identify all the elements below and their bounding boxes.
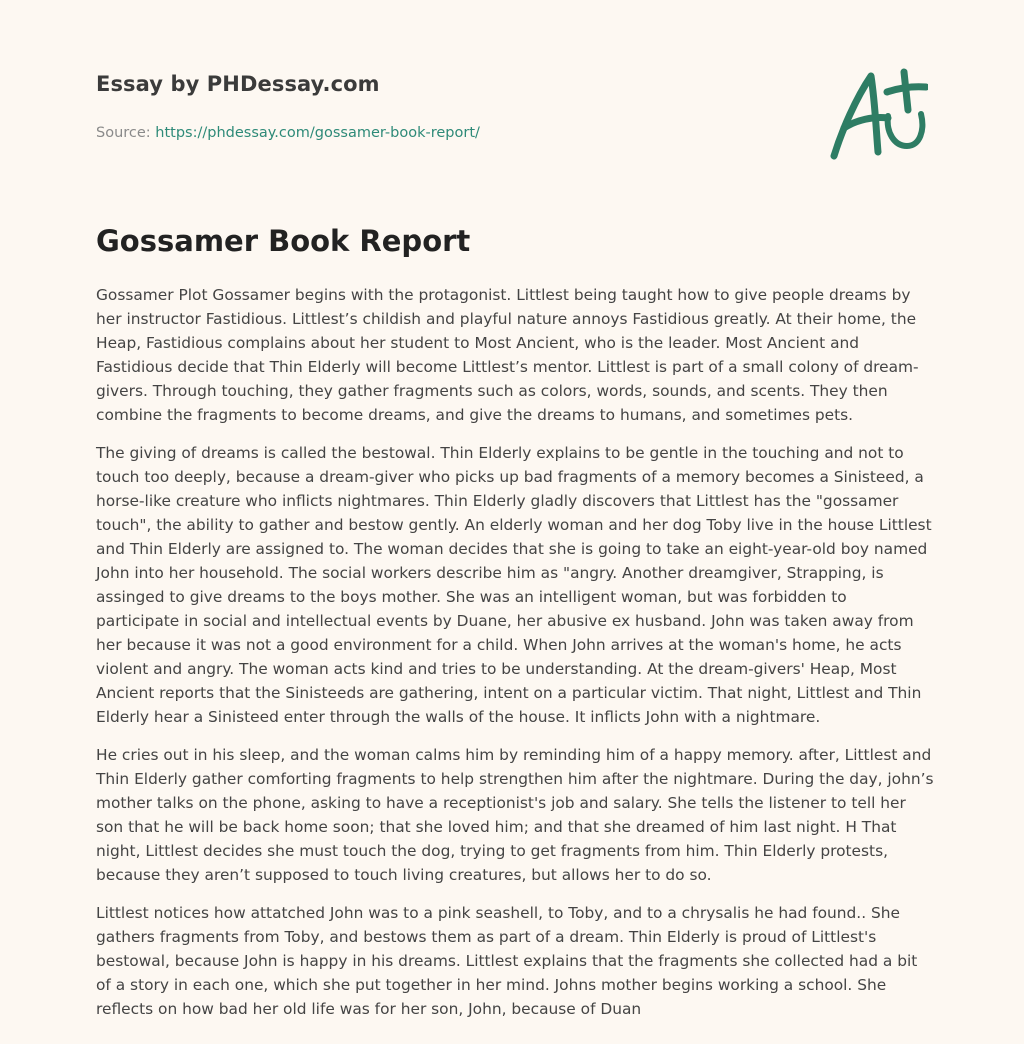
site-brand: Essay by PHDessay.com <box>96 72 380 96</box>
essay-paragraph-1: Gossamer Plot Gossamer begins with the protagonist. Littlest being taught how to give people dreams by her instructor Fastidious. Littlest’s childish and playful nature annoys Fastidious greatly. At their home, the Heap, Fastidious complains about her student to Most Ancient, who is the leader. Most Ancient and Fastidious decide that Thin Elderly will become Littlest’s mentor. Littlest is part of a small colony of dream-givers. Through touching, they gather fragments such as colors, words, sounds, and scents. They then combine the fragments to become dreams, and give the dreams to humans, and sometimes pets. <box>96 286 919 424</box>
essay-paragraph-3: He cries out in his sleep, and the woman calms him by reminding him of a happy memory. after, Littlest and Thin Elderly gather comforting fragments to help strengthen him after the nightmare. During the day, john’s mother talks on the phone, asking to have a receptionist's job and salary. She tells the listener to tell her son that he will be back home soon; that she loved him; and that she dreamed of him last night. H That night, Littlest decides she must touch the dog, trying to get fragments from him. Thin Elderly protests, because they aren’t supposed to touch living creatures, but allows her to do so. <box>96 746 934 884</box>
source-label: Source: <box>96 125 156 141</box>
logo-check-curve <box>888 114 923 146</box>
page-header <box>96 72 928 172</box>
a-plus-logo-icon <box>824 68 928 164</box>
essay-body <box>96 283 934 1035</box>
source-line <box>96 125 928 141</box>
page-title: Gossamer Book Report <box>96 224 471 258</box>
essay-paragraph-4: Littlest notices how attatched John was to a pink seashell, to Toby, and to a chrysalis he had found.. She gathers fragments from Toby, and bestows them as part of a dream. Thin Elderly is proud of Littlest's bestowal, because John is happy in his dreams. Littlest explains that the fragments she collected had a bit of a story in each one, which she put together in her mind. Johns mother begins working a school. She reflects on how bad her old life was for her son, John, because of Duan <box>96 904 918 1018</box>
essay-paragraph-2: The giving of dreams is called the bestowal. Thin Elderly explains to be gentle in the touching and not to touch too deeply, because a dream-giver who picks up bad fragments of a memory becomes a Sinisteed, a horse-like creature who inflicts nightmares. Thin Elderly gladly discovers that Littlest has the "gossamer touch", the ability to gather and bestow gently. An elderly woman and her dog Toby live in the house Littlest and Thin Elderly are assigned to. The woman decides that she is going to take an eight-year-old boy named John into her household. The social workers describe him as "angry. Another dreamgiver, Strapping, is assinged to give dreams to the boys mother. She was an intelligent woman, but was forbidden to participate in social and intellectual events by Duane, her abusive ex husband. John was taken away from her because it was not a good environment for a child. When John arrives at the woman's home, he acts violent and angry. The woman acts kind and tries to be understanding. At the dream-givers' Heap, Most Ancient reports that the Sinisteeds are gathering, intent on a particular victim. That night, Littlest and Thin Elderly hear a Sinisteed enter through the walls of the house. It inflicts John with a nightmare. <box>96 444 932 726</box>
source-link[interactable]: https://phdessay.com/gossamer-book-report/ <box>155 125 480 141</box>
